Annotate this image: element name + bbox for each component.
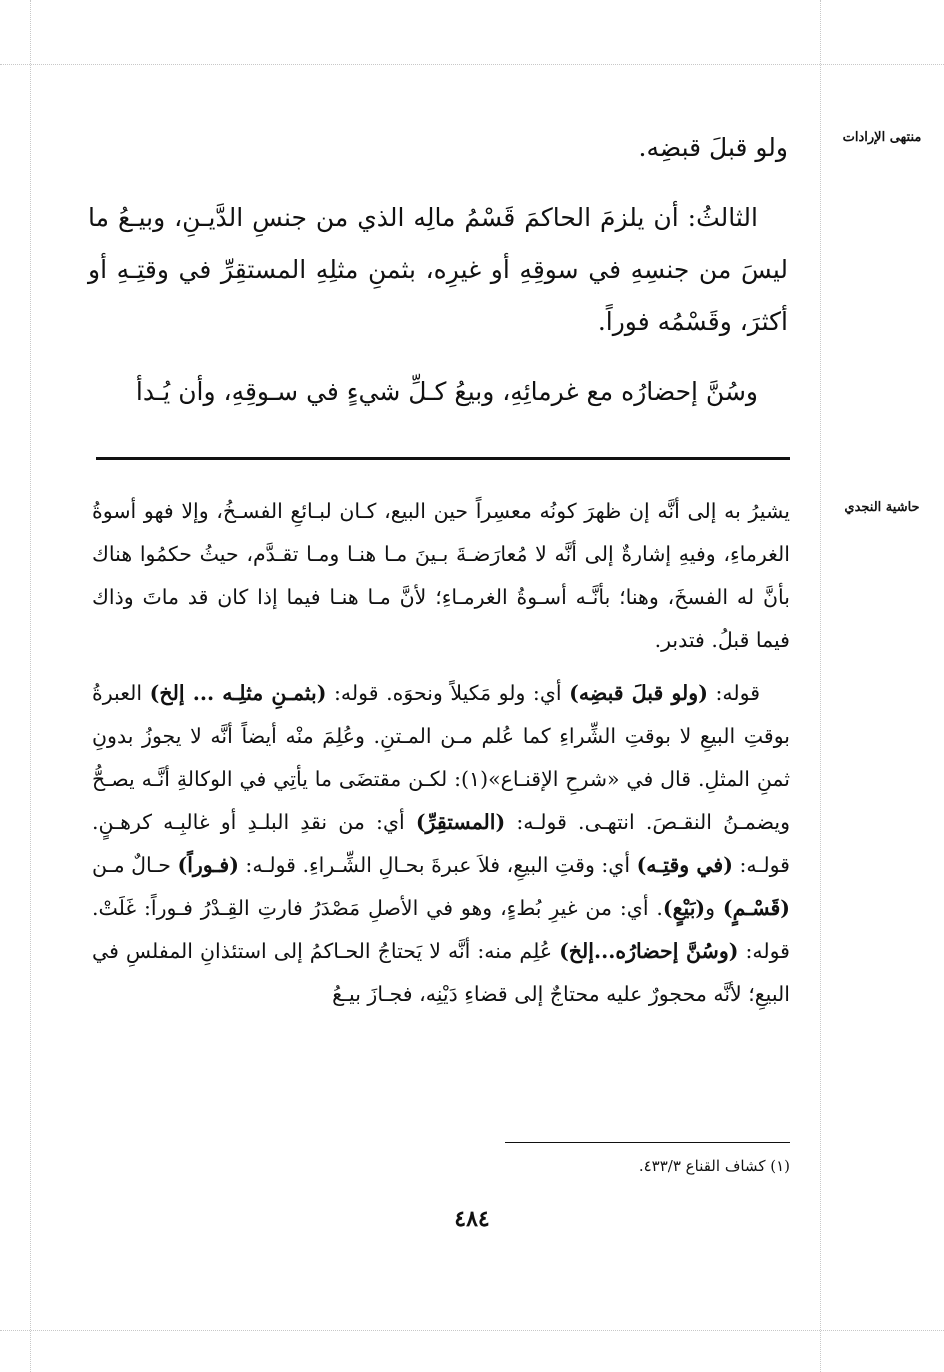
quoted-matn-phrase: (بثمـنِ مثلِـه ... إلخ) — [149, 681, 327, 705]
commentary-label: حاشية النجدي — [844, 500, 920, 515]
main-text — [88, 122, 788, 418]
commentary-text-run: حـالٌ مـن — [92, 853, 178, 877]
quoted-matn-phrase: (قَسْـمٍ) — [722, 896, 791, 920]
commentary-text-run: أي: وقتِ البيعِ، فلاَ عبرةَ بحـالِ الشِّـراءِ. قولـه: — [238, 853, 637, 877]
quoted-matn-phrase: (فـوراً) — [177, 853, 239, 877]
section-divider — [96, 457, 790, 460]
running-header-label: منتهى الإرادات — [842, 130, 922, 145]
footnote-divider — [505, 1142, 790, 1143]
scan-guide-line — [820, 0, 821, 1372]
commentary-text-run: أي: من نقدِ البلـدِ أو غالبِـه كرهـنٍ. قولـه: — [92, 810, 790, 877]
commentary-text-run: عُلِم منه: أنَّه لا يَحتاجُ الحـاكمُ إلى استئذانِ المفلسِ في البيعِ؛ لأنَّه محجورٌ عليه محتاجٌ إلى قضاءِ دَيْنِه، فجـازَ بيـعُ — [92, 939, 790, 1006]
commentary-text — [92, 490, 790, 1016]
commentary-text-run: : لكـن مقتضَى ما يأتِي في الوكالةِ أنَّـه يصـحُّ ويضمـنُ النقـصَ. انتهـى. قولـه: — [92, 767, 790, 834]
commentary-text-run: أي: ولو مَكيلاً ونحوَه. قوله: — [326, 681, 570, 705]
main-paragraph-1: ولو قبلَ قبضِه. — [638, 133, 788, 162]
quoted-matn-phrase: (ولو قبلَ قبضِه) — [569, 681, 708, 705]
main-paragraph-3: وسُنَّ إحضارُه مع غرمائِهِ، وبيعُ كـلِّ شيءٍ في سـوقِهِ، وأن يُـدأ — [135, 377, 758, 406]
quoted-matn-phrase: (المستقِرِّ) — [415, 810, 506, 834]
scan-guide-line — [0, 64, 944, 65]
commentary-paragraph-1: يشيرُ به إلى أنَّه إن ظهرَ كونُه معسِراً حين البيع، كـان لبـائعِ الفسـخُ، وإلا فهو أسوةُ الغرماءِ، وفيهِ إشارةٌ إلى أنَّه لا مُعارَضـةَ بـينَ مـا هنـا ومـا تقـدَّم، حيثُ حكمُوا هناك بأنَّ له الفسخَ، وهنا؛ بأنَّـه أسـوةُ الغرمـاءِ؛ لأنَّ مـا هنـا فيما إذا كان قد ماتَ وذاك فيما قبلُ. فتدبر. — [92, 499, 790, 652]
page-number: ٤٨٤ — [454, 1206, 490, 1232]
scan-guide-line — [30, 0, 31, 1372]
footnote-reference: (١) — [461, 767, 489, 791]
commentary-text-run: قوله: — [707, 681, 760, 705]
commentary-text-run: العبرةُ بوقتِ البيعِ لا بوقتِ الشِّراءِ كما عُلم مـن المـتنِ. وعُلِمَ منْه أيضاً أنَّه لا يجوزُ بدونِ ثمنِ المثلِ. قال في «شرحِ الإقنـاع» — [92, 681, 790, 791]
quoted-matn-phrase: (في وقتِـه) — [636, 853, 733, 877]
commentary-text-run: . أي: من غيرِ بُطءٍ، وهو في الأصلِ مَصْدَرُ فارتِ القِـدْرُ فـوراً: غَلَتْ. قوله: — [92, 896, 790, 963]
quoted-matn-phrase: (بَيْعٍ) — [662, 896, 706, 920]
footnote: (١) كشاف القناع ٤٣٣/٣. — [638, 1157, 790, 1175]
scan-guide-line — [0, 1330, 944, 1331]
commentary-paragraph-2 — [92, 672, 790, 1016]
main-paragraph-2: الثالثُ: أن يلزمَ الحاكمَ قَسْمُ مالِه الذي من جنسِ الدَّيـنِ، وبيـعُ ما ليسَ من جنسِهِ في سوقِهِ أو غيرِه، بثمنِ مثلِهِ المستقِرِّ في وقتِـهِ أو أكثرَ، وقَسْمُه فوراً. — [88, 203, 788, 336]
quoted-matn-phrase: (وسُنَّ إحضارُه...إلخ) — [559, 939, 739, 963]
commentary-text-run: و — [705, 896, 723, 920]
